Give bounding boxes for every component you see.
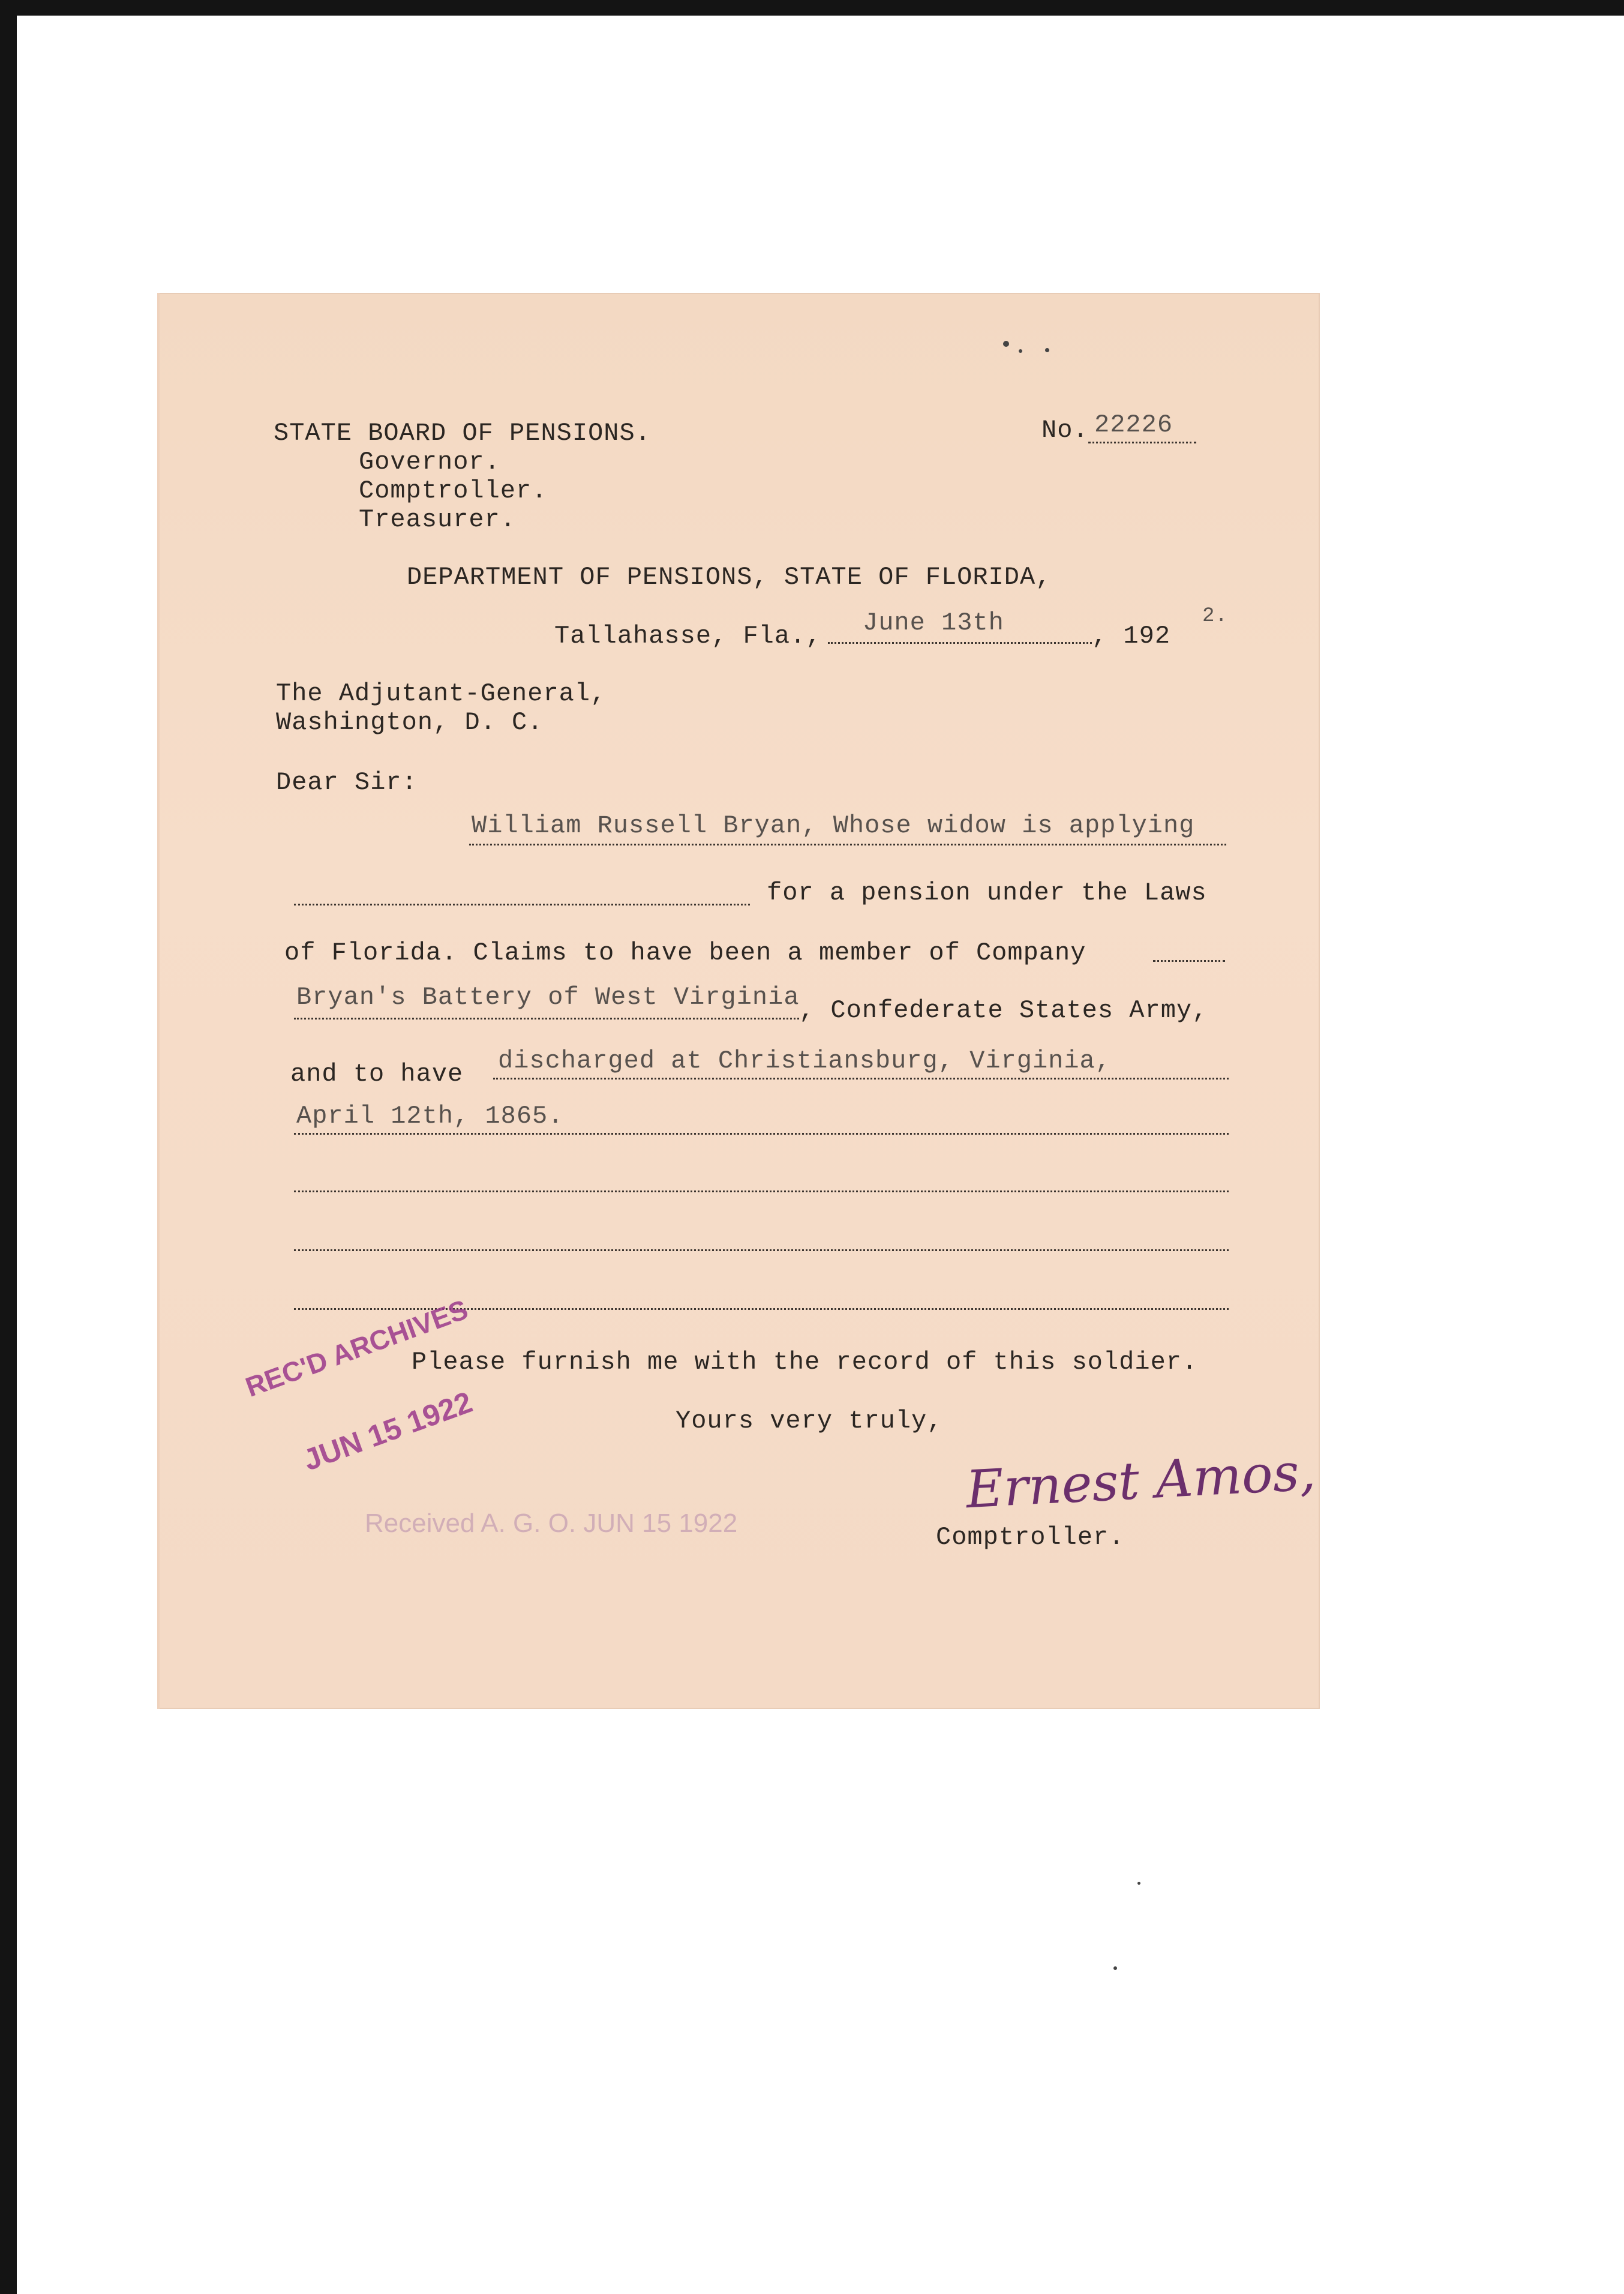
speck	[1003, 341, 1009, 347]
number-value: 22226	[1094, 410, 1173, 439]
member-treasurer: Treasurer.	[359, 505, 517, 534]
date-value: June 13th	[863, 608, 1004, 637]
salutation: Dear Sir:	[276, 768, 418, 797]
discharge-line	[493, 1078, 1229, 1079]
paper-edge	[157, 293, 160, 1709]
number-label: No.	[1041, 416, 1089, 445]
addressee-line2: Washington, D. C.	[276, 708, 544, 737]
company-blank	[1153, 960, 1225, 962]
scan-border-left	[0, 0, 17, 2294]
received-stamp: Received A. G. O. JUN 15 1922	[365, 1509, 738, 1538]
speck	[1113, 1966, 1117, 1970]
pension-text: for a pension under the Laws	[767, 878, 1207, 907]
soldier-name-line	[469, 844, 1226, 845]
place-label: Tallahasse, Fla.,	[554, 622, 822, 650]
speck	[1137, 1882, 1140, 1885]
blank-line-2	[294, 1191, 1229, 1192]
discharge-date-line	[294, 1133, 1229, 1135]
soldier-name: William Russell Bryan, Whose widow is applying	[472, 811, 1195, 840]
member-governor: Governor.	[359, 448, 500, 476]
year-suffix: 2.	[1202, 605, 1228, 628]
request-text: Please furnish me with the record of this soldier.	[412, 1348, 1198, 1377]
year-prefix: , 192	[1092, 622, 1171, 650]
discharge-date: April 12th, 1865.	[296, 1102, 564, 1130]
florida-text: of Florida. Claims to have been a member of Company	[284, 938, 1086, 967]
addressee-line1: The Adjutant-General,	[276, 679, 607, 708]
board-title: STATE BOARD OF PENSIONS.	[274, 419, 651, 448]
discharge-prefix: and to have	[290, 1060, 464, 1088]
scan-border-top	[0, 0, 1624, 16]
comptroller-title: Comptroller.	[936, 1523, 1125, 1552]
archives-stamp-label: REC'D ARCHIVES	[241, 1293, 472, 1403]
blank-line-3	[294, 1249, 1229, 1251]
speck	[1019, 349, 1022, 353]
company-line	[294, 1018, 799, 1019]
pension-letter	[157, 293, 1320, 1709]
department-heading: DEPARTMENT OF PENSIONS, STATE OF FLORIDA,	[407, 563, 1052, 592]
date-line	[828, 642, 1092, 644]
army-text: , Confederate States Army,	[799, 996, 1208, 1025]
number-line	[1088, 442, 1196, 443]
speck	[1045, 348, 1049, 352]
archives-stamp-date: JUN 15 1922	[299, 1385, 477, 1477]
discharge-value: discharged at Christiansburg, Virginia,	[498, 1046, 1111, 1075]
closing-text: Yours very truly,	[676, 1407, 943, 1435]
signature: Ernest Amos,	[964, 1441, 1317, 1521]
member-comptroller: Comptroller.	[359, 476, 548, 505]
company-value: Bryan's Battery of West Virginia	[296, 983, 800, 1012]
blank-line-1	[294, 904, 750, 905]
